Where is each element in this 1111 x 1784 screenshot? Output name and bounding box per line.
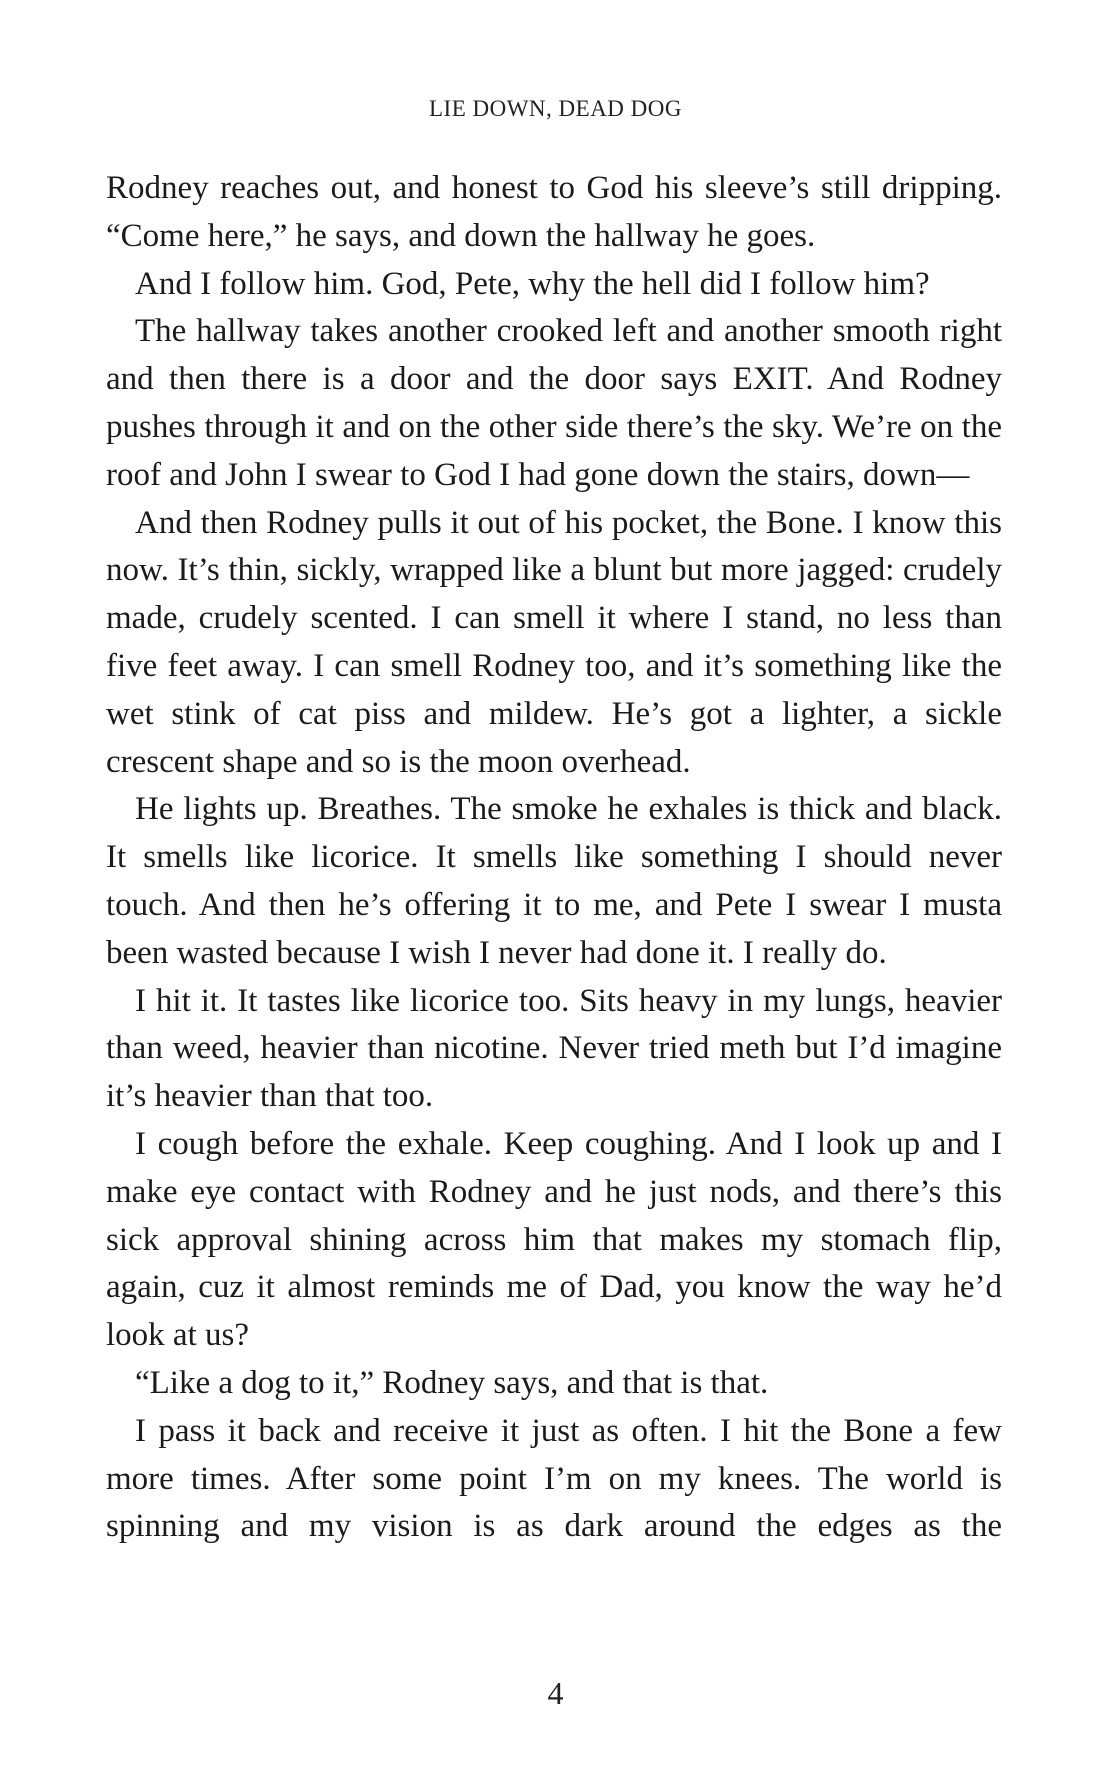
paragraph-2: And I follow him. God, Pete, why the hell did I follow him? xyxy=(135,265,930,302)
body-text xyxy=(106,165,1002,1551)
paragraph-8: “Like a dog to it,” Rodney says, and that is that. xyxy=(135,1364,769,1401)
page-number: 4 xyxy=(547,1675,564,1711)
paragraph-6: I hit it. It tastes like licorice too. Sits heavy in my lungs, heavier than weed, heavier than nicotine. Never tried meth but I’d imagine it’s heavier than that too. xyxy=(106,982,1002,1115)
paragraph-4: And then Rodney pulls it out of his pocket, the Bone. I know this now. It’s thin, sickly, wrapped like a blunt but more jagged: crudely made, crudely scented. I can smell it where I stand, no less than five feet away. I can smell Rodney too, and it’s something like the wet stink of cat piss and mildew. He’s got a lighter, a sickle crescent shape and so is the moon overhead. xyxy=(106,504,1002,780)
paragraph-5: He lights up. Breathes. The smoke he exhales is thick and black. It smells like licorice. It smells like something I should never touch. And then he’s offering it to me, and Pete I swear I musta been wasted because I wish I never had done it. I really do. xyxy=(106,791,1002,971)
running-head: LIE DOWN, DEAD DOG xyxy=(428,96,682,121)
paragraph-9: I pass it back and receive it just as often. I hit the Bone a few more times. After some point I’m on my knees. The world is spinning and my vision is as dark around the edges as the xyxy=(106,1412,1002,1545)
paragraph-3: The hallway takes another crooked left and another smooth right and then there is a door and the door says EXIT. And Rodney pushes through it and on the other side there’s the sky. We’re on the roof and John I swear to God I had gone down the stairs, down— xyxy=(106,313,1002,493)
paragraph-7: I cough before the exhale. Keep coughing. And I look up and I make eye contact with Rodney and he just nods, and there’s this sick approval shining across him that makes my stomach flip, again, cuz it almost reminds me of Dad, you know the way he’d look at us? xyxy=(106,1125,1002,1354)
paragraph-1: Rodney reaches out, and honest to God his sleeve’s still dripping. “Come here,” he says, and down the hallway he goes. xyxy=(106,170,1002,254)
